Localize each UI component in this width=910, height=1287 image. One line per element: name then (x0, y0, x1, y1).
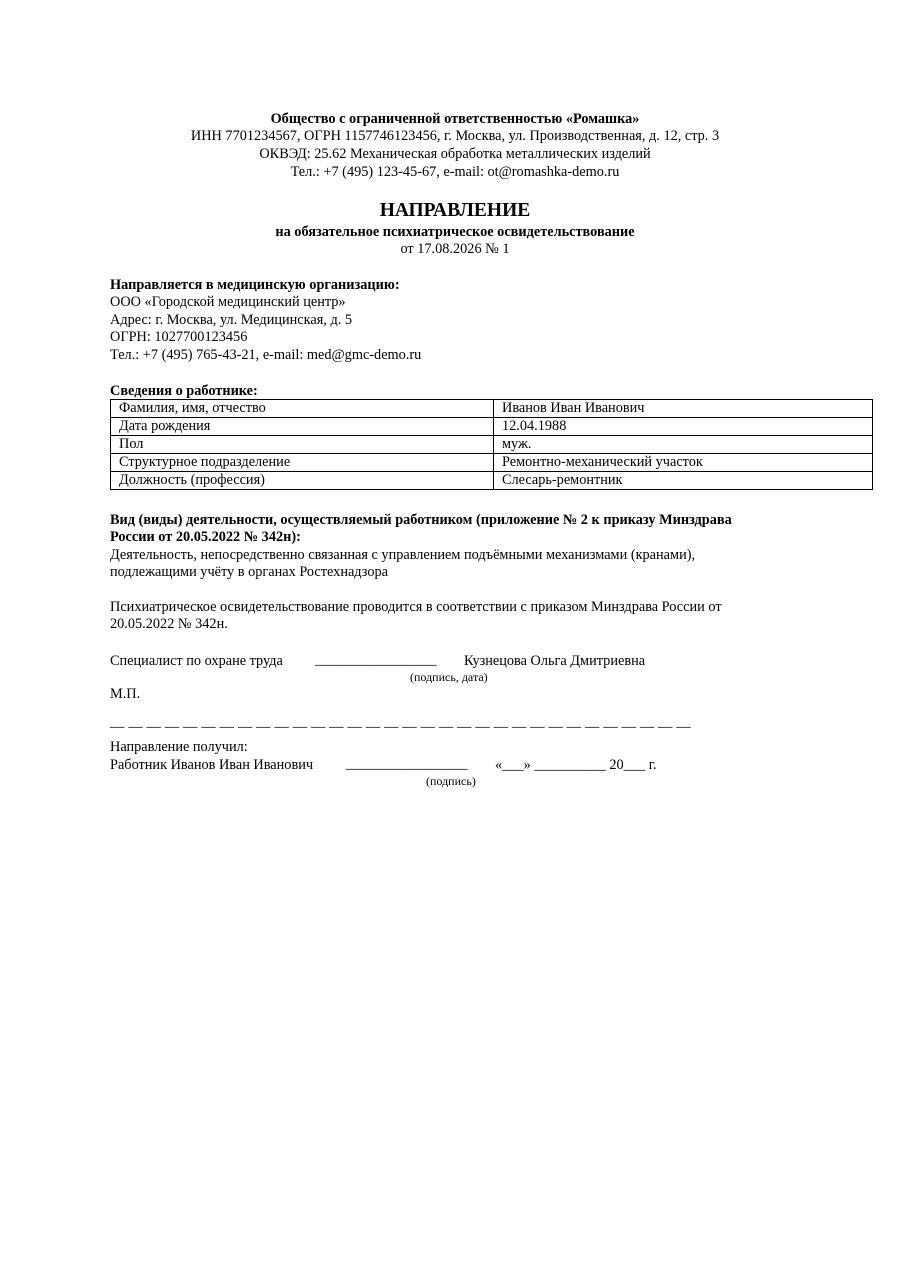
activity-text-line1: Деятельность, непосредственно связанная с управлением подъёмными механизмами (кранами), (110, 547, 696, 563)
medical-name: ООО «Городской медицинский центр» (110, 294, 346, 310)
receipt-heading: Направление получил: (110, 739, 248, 755)
table-row (111, 472, 873, 490)
medical-ogrn: ОГРН: 1027700123456 (110, 329, 248, 345)
worker-heading: Сведения о работнике: (110, 383, 258, 399)
table-row (111, 436, 873, 454)
row-value: Слесарь-ремонтник (494, 472, 873, 490)
document-date-number: от 17.08.2026 № 1 (400, 241, 510, 257)
receipt-date-blank: «___» __________ 20___ г. (495, 757, 657, 773)
row-label: Пол (111, 436, 494, 454)
activity-heading-line2: России от 20.05.2022 № 342н): (110, 529, 301, 545)
document-page (110, 0, 873, 1287)
receipt-caption: (подпись) (426, 774, 476, 788)
signature-caption: (подпись, дата) (410, 670, 488, 684)
activity-heading-line1: Вид (виды) деятельности, осуществляемый работником (приложение № 2 к приказу Минздрава (110, 512, 732, 528)
activity-text-line2: подлежащими учёту в органах Ростехнадзора (110, 564, 388, 580)
receipt-worker: Работник Иванов Иван Иванович (110, 757, 314, 773)
table-row (111, 454, 873, 472)
row-label: Фамилия, имя, отчество (111, 400, 494, 418)
signature-blank: _________________ (315, 652, 437, 668)
receipt-signature-blank: _________________ (346, 756, 468, 772)
table-row (111, 418, 873, 436)
row-value: Ремонтно-механический участок (494, 454, 873, 472)
row-label: Структурное подразделение (111, 454, 494, 472)
row-value: муж. (494, 436, 873, 454)
basis-line1: Психиатрическое освидетельствование проводится в соответствии с приказом Минздрава России от (110, 599, 722, 615)
medical-address: Адрес: г. Москва, ул. Медицинская, д. 5 (110, 312, 353, 328)
org-okved: ОКВЭД: 25.62 Механическая обработка металлических изделий (259, 146, 651, 162)
worker-info-table (110, 399, 873, 490)
signature-role: Специалист по охране труда (110, 653, 283, 669)
basis-line2: 20.05.2022 № 342н. (110, 616, 228, 632)
org-contacts: Тел.: +7 (495) 123-45-67, e-mail: ot@romashka-demo.ru (290, 164, 620, 180)
row-label: Дата рождения (111, 418, 494, 436)
signature-name: Кузнецова Ольга Дмитриевна (464, 653, 646, 669)
table-row (111, 400, 873, 418)
stamp-label: М.П. (110, 686, 141, 702)
cut-line: — — — — — — — — — — — — — — — — — — — — — — — — — — — — — — — — (110, 719, 691, 735)
medical-heading: Направляется в медицинскую организацию: (110, 277, 400, 293)
document-subtitle: на обязательное психиатрическое освидетельствование (275, 224, 635, 240)
org-name: Общество с ограниченной ответственностью «Ромашка» (270, 111, 640, 127)
org-requisites: ИНН 7701234567, ОГРН 1157746123456, г. Москва, ул. Производственная, д. 12, стр. 3 (190, 128, 720, 144)
row-value: 12.04.1988 (494, 418, 873, 436)
row-label: Должность (профессия) (111, 472, 494, 490)
medical-contacts: Тел.: +7 (495) 765-43-21, e-mail: med@gmc-demo.ru (110, 347, 422, 363)
document-title: НАПРАВЛЕНИЕ (379, 200, 531, 221)
row-value: Иванов Иван Иванович (494, 400, 873, 418)
